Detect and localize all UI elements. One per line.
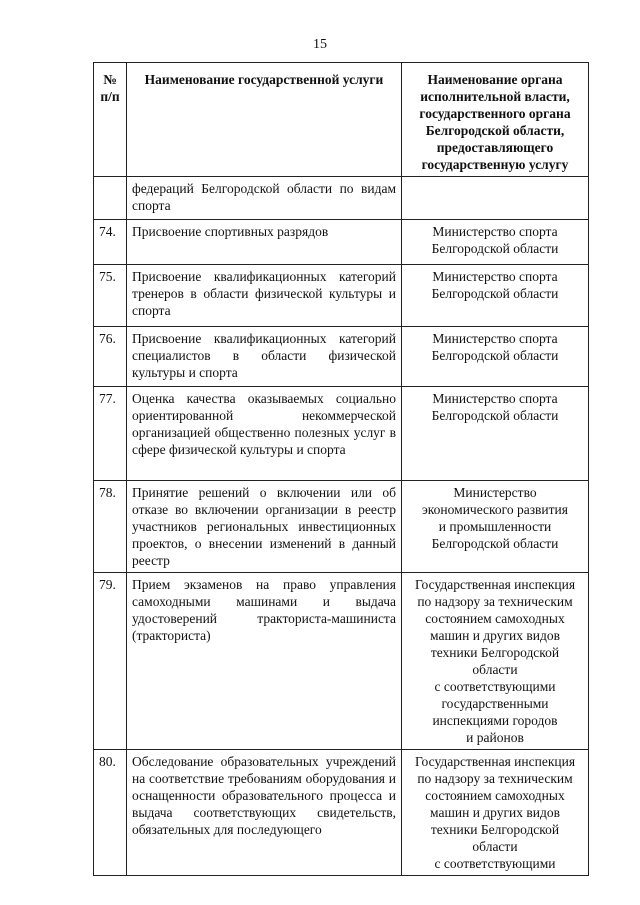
row-authority: Министерство спорта Белгородской области [402,265,589,327]
row-authority: Министерство спорта Белгородской области [402,327,589,387]
row-authority: Государственная инспекция по надзору за техническим состоянием самоходных машин и других видов техники Белгородской области с соответствующими [402,750,589,876]
table-row [94,265,589,327]
row-service-name: Обследование образовательных учреждений на соответствие требованиям оборудования и оснащенности образовательного процесса и выдача соответствующих свидетельств, обязательных для последующего [127,750,402,876]
row-service-name: Присвоение спортивных разрядов [127,220,402,265]
table-row [94,750,589,876]
table-row [94,573,589,750]
row-number: 76. [94,327,127,387]
table-row [94,220,589,265]
row-service-name: Прием экзаменов на право управления самоходными машинами и выдача удостоверений тракториста-машиниста (тракториста) [127,573,402,750]
row-number: 77. [94,387,127,481]
page-number: 15 [313,37,327,52]
table-row [94,327,589,387]
services-table [93,62,589,876]
header-service-name: Наименование государственной услуги [127,63,402,177]
row-number: 75. [94,265,127,327]
row-number [94,177,127,220]
row-service-name: Оценка качества оказываемых социально ориентированной некоммерческой организацией общественно полезных услуг в сфере физической культуры и спорта [127,387,402,481]
table-row [94,177,589,220]
row-service-name: Присвоение квалификационных категорий специалистов в области физической культуры и спорта [127,327,402,387]
table-row [94,481,589,573]
table-row [94,387,589,481]
header-number: № п/п [94,63,127,177]
table-header-row [94,63,589,177]
row-authority: Министерство спорта Белгородской области [402,220,589,265]
row-service-name: Присвоение квалификационных категорий тренеров в области физической культуры и спорта [127,265,402,327]
row-authority [402,177,589,220]
row-authority: Государственная инспекция по надзору за техническим состоянием самоходных машин и других видов техники Белгородской области с соответствующими государственными инспекциями городов и районов [402,573,589,750]
header-authority: Наименование органа исполнительной власти, государственного органа Белгородской области, предоставляющего государственную услугу [402,63,589,177]
row-number: 79. [94,573,127,750]
row-service-name: федераций Белгородской области по видам спорта [127,177,402,220]
row-authority: Министерство экономического развития и промышленности Белгородской области [402,481,589,573]
row-authority: Министерство спорта Белгородской области [402,387,589,481]
row-number: 74. [94,220,127,265]
row-number: 78. [94,481,127,573]
row-service-name: Принятие решений о включении или об отказе во включении организации в реестр участников региональных инвестиционных проектов, о внесении изменений в данный реестр [127,481,402,573]
row-number: 80. [94,750,127,876]
